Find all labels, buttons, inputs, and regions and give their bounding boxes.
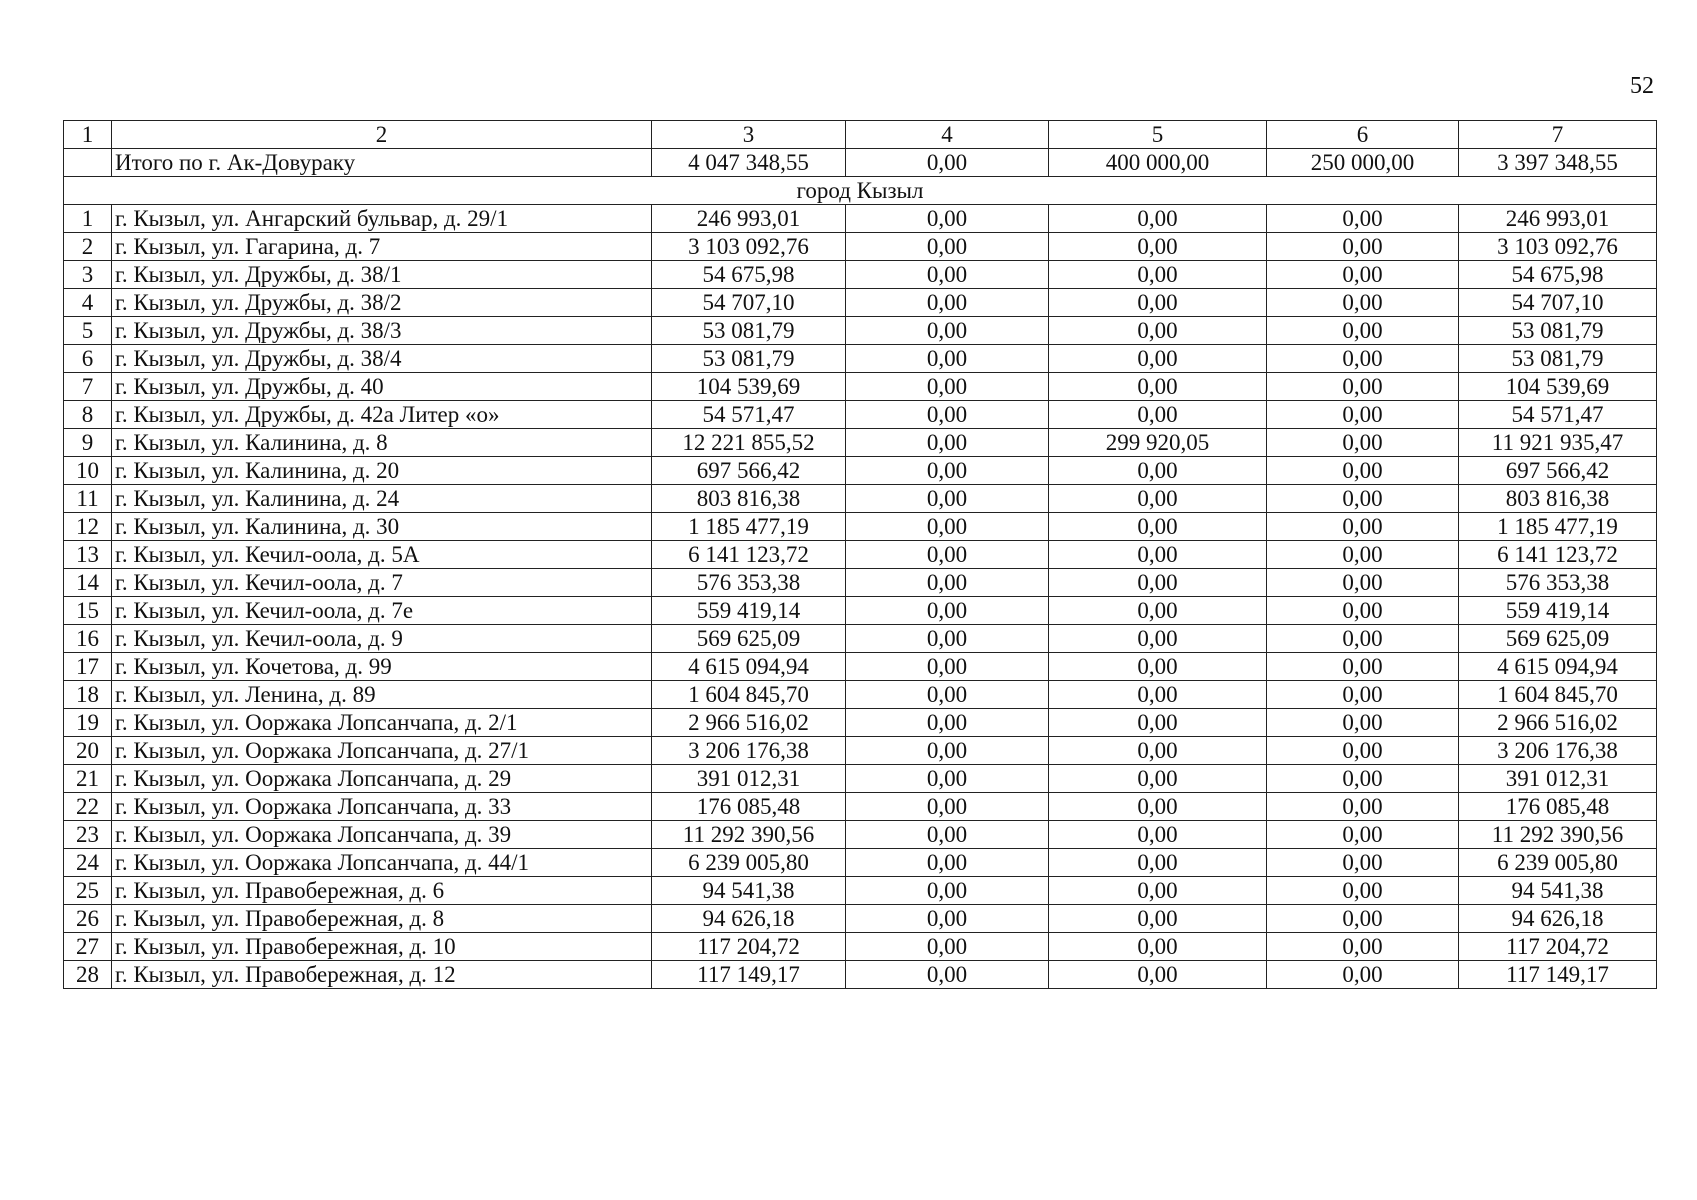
value-cell: 0,00 — [1267, 905, 1459, 933]
address-cell: г. Кызыл, ул. Ооржака Лопсанчапа, д. 44/1 — [112, 849, 652, 877]
address-cell: г. Кызыл, ул. Правобережная, д. 8 — [112, 905, 652, 933]
value-cell: 53 081,79 — [652, 345, 846, 373]
value-cell: 0,00 — [1049, 597, 1267, 625]
value-cell: 0,00 — [1267, 401, 1459, 429]
value-cell: 803 816,38 — [652, 485, 846, 513]
value-cell: 3 206 176,38 — [1459, 737, 1657, 765]
table-row — [64, 653, 1657, 681]
value-cell: 0,00 — [846, 625, 1049, 653]
value-cell: 299 920,05 — [1049, 429, 1267, 457]
value-cell: 0,00 — [1049, 205, 1267, 233]
address-cell: г. Кызыл, ул. Правобережная, д. 6 — [112, 877, 652, 905]
value-cell: 0,00 — [1049, 961, 1267, 989]
value-cell: 3 103 092,76 — [1459, 233, 1657, 261]
value-cell: 54 707,10 — [652, 289, 846, 317]
value-cell: 53 081,79 — [1459, 345, 1657, 373]
address-cell: г. Кызыл, ул. Калинина, д. 30 — [112, 513, 652, 541]
value-cell: 0,00 — [1267, 625, 1459, 653]
table-row — [64, 877, 1657, 905]
table-row — [64, 345, 1657, 373]
total-value-cell: 0,00 — [846, 149, 1049, 177]
value-cell: 0,00 — [846, 961, 1049, 989]
value-cell: 54 707,10 — [1459, 289, 1657, 317]
address-cell: г. Кызыл, ул. Ооржака Лопсанчапа, д. 29 — [112, 765, 652, 793]
value-cell: 94 541,38 — [1459, 877, 1657, 905]
value-cell: 53 081,79 — [1459, 317, 1657, 345]
value-cell: 12 221 855,52 — [652, 429, 846, 457]
value-cell: 94 541,38 — [652, 877, 846, 905]
value-cell: 0,00 — [846, 765, 1049, 793]
total-value-cell: 4 047 348,55 — [652, 149, 846, 177]
row-number-cell: 23 — [64, 821, 112, 849]
value-cell: 0,00 — [1267, 233, 1459, 261]
table-row — [64, 821, 1657, 849]
value-cell: 2 966 516,02 — [1459, 709, 1657, 737]
value-cell: 0,00 — [1267, 849, 1459, 877]
value-cell: 391 012,31 — [1459, 765, 1657, 793]
value-cell: 0,00 — [846, 401, 1049, 429]
value-cell: 0,00 — [1267, 289, 1459, 317]
address-cell: г. Кызыл, ул. Дружбы, д. 38/4 — [112, 345, 652, 373]
column-header-cell: 1 — [64, 121, 112, 149]
table-row — [64, 849, 1657, 877]
address-cell: г. Кызыл, ул. Кечил-оола, д. 7е — [112, 597, 652, 625]
value-cell: 0,00 — [1267, 261, 1459, 289]
table-row — [64, 429, 1657, 457]
row-number-cell: 26 — [64, 905, 112, 933]
table-row — [64, 793, 1657, 821]
value-cell: 0,00 — [846, 737, 1049, 765]
column-header-cell: 3 — [652, 121, 846, 149]
row-number-cell: 7 — [64, 373, 112, 401]
row-number-cell: 4 — [64, 289, 112, 317]
value-cell: 0,00 — [1049, 345, 1267, 373]
value-cell: 0,00 — [846, 289, 1049, 317]
row-number-cell: 16 — [64, 625, 112, 653]
value-cell: 0,00 — [1049, 569, 1267, 597]
section-row — [64, 177, 1657, 205]
table-row — [64, 625, 1657, 653]
table-row — [64, 457, 1657, 485]
value-cell: 0,00 — [1049, 933, 1267, 961]
address-cell: г. Кызыл, ул. Ооржака Лопсанчапа, д. 39 — [112, 821, 652, 849]
value-cell: 176 085,48 — [652, 793, 846, 821]
address-cell: г. Кызыл, ул. Кочетова, д. 99 — [112, 653, 652, 681]
value-cell: 1 185 477,19 — [652, 513, 846, 541]
value-cell: 391 012,31 — [652, 765, 846, 793]
address-cell: г. Кызыл, ул. Ангарский бульвар, д. 29/1 — [112, 205, 652, 233]
address-cell: г. Кызыл, ул. Дружбы, д. 38/1 — [112, 261, 652, 289]
table-row — [64, 737, 1657, 765]
value-cell: 803 816,38 — [1459, 485, 1657, 513]
value-cell: 0,00 — [1267, 793, 1459, 821]
total-row — [64, 149, 1657, 177]
total-value-cell: 400 000,00 — [1049, 149, 1267, 177]
table-row — [64, 401, 1657, 429]
address-cell: г. Кызыл, ул. Калинина, д. 8 — [112, 429, 652, 457]
table-row — [64, 233, 1657, 261]
table-row — [64, 205, 1657, 233]
row-number-cell: 28 — [64, 961, 112, 989]
value-cell: 0,00 — [846, 541, 1049, 569]
value-cell: 0,00 — [1267, 373, 1459, 401]
value-cell: 1 604 845,70 — [1459, 681, 1657, 709]
value-cell: 0,00 — [1267, 597, 1459, 625]
value-cell: 0,00 — [846, 821, 1049, 849]
value-cell: 0,00 — [1049, 653, 1267, 681]
address-cell: г. Кызыл, ул. Калинина, д. 24 — [112, 485, 652, 513]
value-cell: 3 206 176,38 — [652, 737, 846, 765]
row-number-cell: 27 — [64, 933, 112, 961]
total-row-number — [64, 149, 112, 177]
value-cell: 0,00 — [1049, 261, 1267, 289]
table-row — [64, 569, 1657, 597]
value-cell: 0,00 — [846, 205, 1049, 233]
value-cell: 0,00 — [1049, 737, 1267, 765]
value-cell: 0,00 — [1049, 401, 1267, 429]
address-cell: г. Кызыл, ул. Дружбы, д. 38/3 — [112, 317, 652, 345]
column-number-row — [64, 121, 1657, 149]
row-number-cell: 6 — [64, 345, 112, 373]
table-row — [64, 373, 1657, 401]
value-cell: 2 966 516,02 — [652, 709, 846, 737]
value-cell: 0,00 — [846, 317, 1049, 345]
table-row — [64, 541, 1657, 569]
value-cell: 11 921 935,47 — [1459, 429, 1657, 457]
row-number-cell: 22 — [64, 793, 112, 821]
row-number-cell: 1 — [64, 205, 112, 233]
value-cell: 0,00 — [1267, 429, 1459, 457]
value-cell: 559 419,14 — [652, 597, 846, 625]
value-cell: 0,00 — [1267, 457, 1459, 485]
value-cell: 6 141 123,72 — [1459, 541, 1657, 569]
value-cell: 0,00 — [1267, 345, 1459, 373]
value-cell: 0,00 — [1049, 233, 1267, 261]
value-cell: 0,00 — [1267, 653, 1459, 681]
row-number-cell: 25 — [64, 877, 112, 905]
table-row — [64, 933, 1657, 961]
data-table — [63, 120, 1657, 989]
table-row — [64, 485, 1657, 513]
value-cell: 6 141 123,72 — [652, 541, 846, 569]
address-cell: г. Кызыл, ул. Дружбы, д. 42а Литер «о» — [112, 401, 652, 429]
value-cell: 0,00 — [1049, 485, 1267, 513]
row-number-cell: 24 — [64, 849, 112, 877]
value-cell: 0,00 — [1049, 709, 1267, 737]
value-cell: 0,00 — [846, 905, 1049, 933]
value-cell: 0,00 — [1049, 849, 1267, 877]
value-cell: 0,00 — [846, 373, 1049, 401]
value-cell: 0,00 — [1267, 569, 1459, 597]
table-row — [64, 261, 1657, 289]
row-number-cell: 5 — [64, 317, 112, 345]
value-cell: 0,00 — [1049, 513, 1267, 541]
value-cell: 0,00 — [1267, 513, 1459, 541]
value-cell: 4 615 094,94 — [652, 653, 846, 681]
column-header-cell: 6 — [1267, 121, 1459, 149]
value-cell: 3 103 092,76 — [652, 233, 846, 261]
row-number-cell: 12 — [64, 513, 112, 541]
value-cell: 0,00 — [1049, 625, 1267, 653]
value-cell: 697 566,42 — [1459, 457, 1657, 485]
address-cell: г. Кызыл, ул. Ооржака Лопсанчапа, д. 2/1 — [112, 709, 652, 737]
value-cell: 0,00 — [1267, 821, 1459, 849]
row-number-cell: 13 — [64, 541, 112, 569]
total-row-label: Итого по г. Ак-Довураку — [112, 149, 652, 177]
value-cell: 0,00 — [846, 457, 1049, 485]
value-cell: 0,00 — [1267, 709, 1459, 737]
value-cell: 0,00 — [846, 709, 1049, 737]
value-cell: 4 615 094,94 — [1459, 653, 1657, 681]
value-cell: 0,00 — [1267, 317, 1459, 345]
value-cell: 0,00 — [846, 569, 1049, 597]
value-cell: 0,00 — [846, 597, 1049, 625]
table-row — [64, 765, 1657, 793]
address-cell: г. Кызыл, ул. Кечил-оола, д. 9 — [112, 625, 652, 653]
value-cell: 94 626,18 — [1459, 905, 1657, 933]
value-cell: 117 149,17 — [1459, 961, 1657, 989]
address-cell: г. Кызыл, ул. Ленина, д. 89 — [112, 681, 652, 709]
page-number: 52 — [1630, 73, 1654, 99]
address-cell: г. Кызыл, ул. Правобережная, д. 12 — [112, 961, 652, 989]
address-cell: г. Кызыл, ул. Правобережная, д. 10 — [112, 933, 652, 961]
row-number-cell: 11 — [64, 485, 112, 513]
row-number-cell: 18 — [64, 681, 112, 709]
row-number-cell: 10 — [64, 457, 112, 485]
value-cell: 1 604 845,70 — [652, 681, 846, 709]
section-title: город Кызыл — [64, 177, 1657, 205]
address-cell: г. Кызыл, ул. Дружбы, д. 40 — [112, 373, 652, 401]
value-cell: 0,00 — [846, 429, 1049, 457]
value-cell: 117 149,17 — [652, 961, 846, 989]
column-header-cell: 2 — [112, 121, 652, 149]
value-cell: 569 625,09 — [652, 625, 846, 653]
value-cell: 697 566,42 — [652, 457, 846, 485]
value-cell: 0,00 — [846, 877, 1049, 905]
value-cell: 0,00 — [1049, 373, 1267, 401]
value-cell: 0,00 — [846, 261, 1049, 289]
value-cell: 569 625,09 — [1459, 625, 1657, 653]
value-cell: 6 239 005,80 — [1459, 849, 1657, 877]
value-cell: 94 626,18 — [652, 905, 846, 933]
address-cell: г. Кызыл, ул. Ооржака Лопсанчапа, д. 27/1 — [112, 737, 652, 765]
value-cell: 0,00 — [1049, 541, 1267, 569]
row-number-cell: 19 — [64, 709, 112, 737]
row-number-cell: 14 — [64, 569, 112, 597]
column-header-cell: 7 — [1459, 121, 1657, 149]
value-cell: 11 292 390,56 — [1459, 821, 1657, 849]
value-cell: 0,00 — [1267, 877, 1459, 905]
value-cell: 0,00 — [1267, 681, 1459, 709]
value-cell: 0,00 — [1267, 961, 1459, 989]
value-cell: 104 539,69 — [652, 373, 846, 401]
address-cell: г. Кызыл, ул. Кечил-оола, д. 7 — [112, 569, 652, 597]
value-cell: 117 204,72 — [652, 933, 846, 961]
value-cell: 6 239 005,80 — [652, 849, 846, 877]
value-cell: 0,00 — [1049, 457, 1267, 485]
value-cell: 53 081,79 — [652, 317, 846, 345]
total-value-cell: 3 397 348,55 — [1459, 149, 1657, 177]
row-number-cell: 8 — [64, 401, 112, 429]
value-cell: 246 993,01 — [652, 205, 846, 233]
table-row — [64, 513, 1657, 541]
value-cell: 0,00 — [1049, 821, 1267, 849]
table-row — [64, 681, 1657, 709]
value-cell: 0,00 — [1267, 205, 1459, 233]
row-number-cell: 21 — [64, 765, 112, 793]
value-cell: 54 675,98 — [1459, 261, 1657, 289]
table-row — [64, 289, 1657, 317]
address-cell: г. Кызыл, ул. Кечил-оола, д. 5А — [112, 541, 652, 569]
row-number-cell: 17 — [64, 653, 112, 681]
value-cell: 559 419,14 — [1459, 597, 1657, 625]
address-cell: г. Кызыл, ул. Гагарина, д. 7 — [112, 233, 652, 261]
value-cell: 0,00 — [846, 933, 1049, 961]
table-row — [64, 317, 1657, 345]
address-cell: г. Кызыл, ул. Дружбы, д. 38/2 — [112, 289, 652, 317]
value-cell: 54 571,47 — [1459, 401, 1657, 429]
row-number-cell: 15 — [64, 597, 112, 625]
value-cell: 576 353,38 — [1459, 569, 1657, 597]
value-cell: 176 085,48 — [1459, 793, 1657, 821]
value-cell: 0,00 — [846, 233, 1049, 261]
value-cell: 0,00 — [846, 793, 1049, 821]
value-cell: 117 204,72 — [1459, 933, 1657, 961]
value-cell: 1 185 477,19 — [1459, 513, 1657, 541]
value-cell: 0,00 — [1049, 765, 1267, 793]
value-cell: 0,00 — [1049, 317, 1267, 345]
value-cell: 54 675,98 — [652, 261, 846, 289]
value-cell: 246 993,01 — [1459, 205, 1657, 233]
value-cell: 54 571,47 — [652, 401, 846, 429]
value-cell: 0,00 — [1267, 737, 1459, 765]
value-cell: 0,00 — [846, 513, 1049, 541]
table-row — [64, 709, 1657, 737]
value-cell: 0,00 — [1049, 877, 1267, 905]
table-row — [64, 905, 1657, 933]
value-cell: 0,00 — [846, 485, 1049, 513]
value-cell: 0,00 — [1049, 793, 1267, 821]
value-cell: 104 539,69 — [1459, 373, 1657, 401]
row-number-cell: 9 — [64, 429, 112, 457]
value-cell: 0,00 — [846, 345, 1049, 373]
value-cell: 0,00 — [1049, 289, 1267, 317]
value-cell: 0,00 — [1049, 905, 1267, 933]
value-cell: 0,00 — [1049, 681, 1267, 709]
value-cell: 0,00 — [846, 681, 1049, 709]
row-number-cell: 3 — [64, 261, 112, 289]
address-cell: г. Кызыл, ул. Ооржака Лопсанчапа, д. 33 — [112, 793, 652, 821]
value-cell: 0,00 — [1267, 541, 1459, 569]
address-cell: г. Кызыл, ул. Калинина, д. 20 — [112, 457, 652, 485]
value-cell: 0,00 — [1267, 765, 1459, 793]
column-header-cell: 4 — [846, 121, 1049, 149]
value-cell: 576 353,38 — [652, 569, 846, 597]
value-cell: 0,00 — [846, 849, 1049, 877]
table-row — [64, 597, 1657, 625]
value-cell: 11 292 390,56 — [652, 821, 846, 849]
total-value-cell: 250 000,00 — [1267, 149, 1459, 177]
value-cell: 0,00 — [1267, 485, 1459, 513]
column-header-cell: 5 — [1049, 121, 1267, 149]
row-number-cell: 2 — [64, 233, 112, 261]
row-number-cell: 20 — [64, 737, 112, 765]
value-cell: 0,00 — [1267, 933, 1459, 961]
value-cell: 0,00 — [846, 653, 1049, 681]
table-row — [64, 961, 1657, 989]
